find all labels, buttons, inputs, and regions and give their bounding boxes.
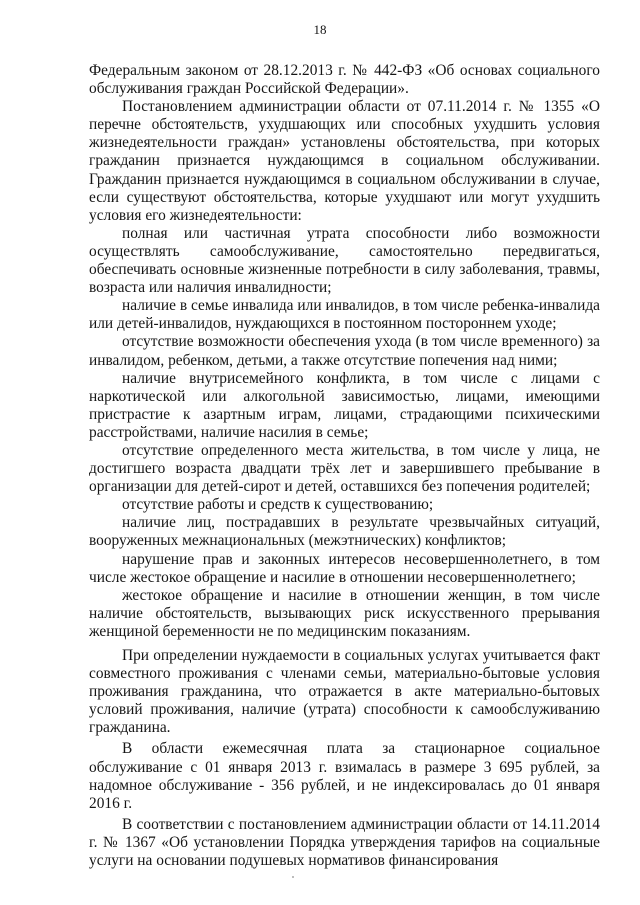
scan-speck (292, 876, 294, 878)
list-item-self-care-loss: полная или частичная утрата способности либо возможности осуществлять самообслуживание, самостоятельно передвигаться, обеспечивать основные жизненные потребности в силу заболевания, травмы, возраста или наличия инвалидности; (89, 224, 600, 297)
list-item-no-residence: отсутствие определенного места жительства, в том числе у лица, не достигшего возраста двадцати трёх лет и завершившего пребывание в организации для детей-сирот и детей, оставшихся без попечения родителей; (89, 441, 600, 496)
list-item-emergency-victims: наличие лиц, пострадавших в результате чрезвычайных ситуаций, вооруженных межнациональных (межэтнических) конфликтов; (89, 514, 600, 550)
list-item-no-care-possibility: отсутствие возможности обеспечения ухода (в том числе временного) за инвалидом, ребенком, детьми, а также отсутствие попечения над ними; (89, 333, 600, 369)
list-item-family-conflict: наличие внутрисемейного конфликта, в том числе с лицами с наркотической или алкогольной зависимостью, лицами, имеющими пристрастие к азартным играм, лицами, страдающими психическими расстройствами, наличие насилия в семье; (89, 369, 600, 441)
list-item-violence-against-women: жестокое обращение и насилие в отношении женщин, в том числе наличие обстоятельств, вызывающих риск искусственного прерывания женщиной беременности не по медицинским показаниям. (89, 586, 600, 640)
page-number: 18 (313, 22, 327, 37)
list-item-disabled-family-member: наличие в семье инвалида или инвалидов, в том числе ребенка-инвалида или детей-инвалидов, нуждающихся в постоянном постороннем уходе; (89, 297, 600, 333)
paragraph-federal-law: Федеральным законом от 28.12.2013 г. № 442-ФЗ «Об основах социального обслуживания граждан Российской Федерации». (89, 62, 600, 98)
paragraph-need-assessment: При определении нуждаемости в социальных услугах учитывается факт совместного проживания с членами семьи, материально-бытовые условия проживания гражданина, что отражается в акте материально-бытовых условий проживания, наличие (утрата) способности к самообслуживанию гражданина. (89, 647, 600, 737)
list-item-no-work: отсутствие работы и средств к существованию; (122, 496, 434, 514)
paragraph-resolution-1355: Постановлением администрации области от 07.11.2014 г. № 1355 «О перечне обстоятельств, ухудшающих или способных ухудшить условия жизнедеятельности граждан» установлены обстоятельства, при которых гражданин признается нуждающимся в социальном обслуживании. Гражданин признается нуждающимся в социальном обслуживании в случае, если существуют обстоятельства, которые ухудшают или могут ухудшить условия его жизнедеятельности: (89, 98, 600, 224)
document-body (89, 62, 600, 870)
paragraph-resolution-1367: В соответствии с постановлением администрации области от 14.11.2014 г. № 1367 «Об установлении Порядка утверждения тарифов на социальные услуги на основании подушевых нормативов финансирования (89, 815, 600, 870)
list-item-minor-rights-violation: нарушение прав и законных интересов несовершеннолетнего, в том числе жестокое обращение и насилие в отношении несовершеннолетнего; (89, 550, 600, 586)
paragraph-monthly-fee: В области ежемесячная плата за стационарное социальное обслуживание с 01 января 2013 г. взималась в размере 3 695 рублей, за надомное обслуживание - 356 рублей, и не индексировалась до 01 января 2016 г. (89, 740, 600, 812)
